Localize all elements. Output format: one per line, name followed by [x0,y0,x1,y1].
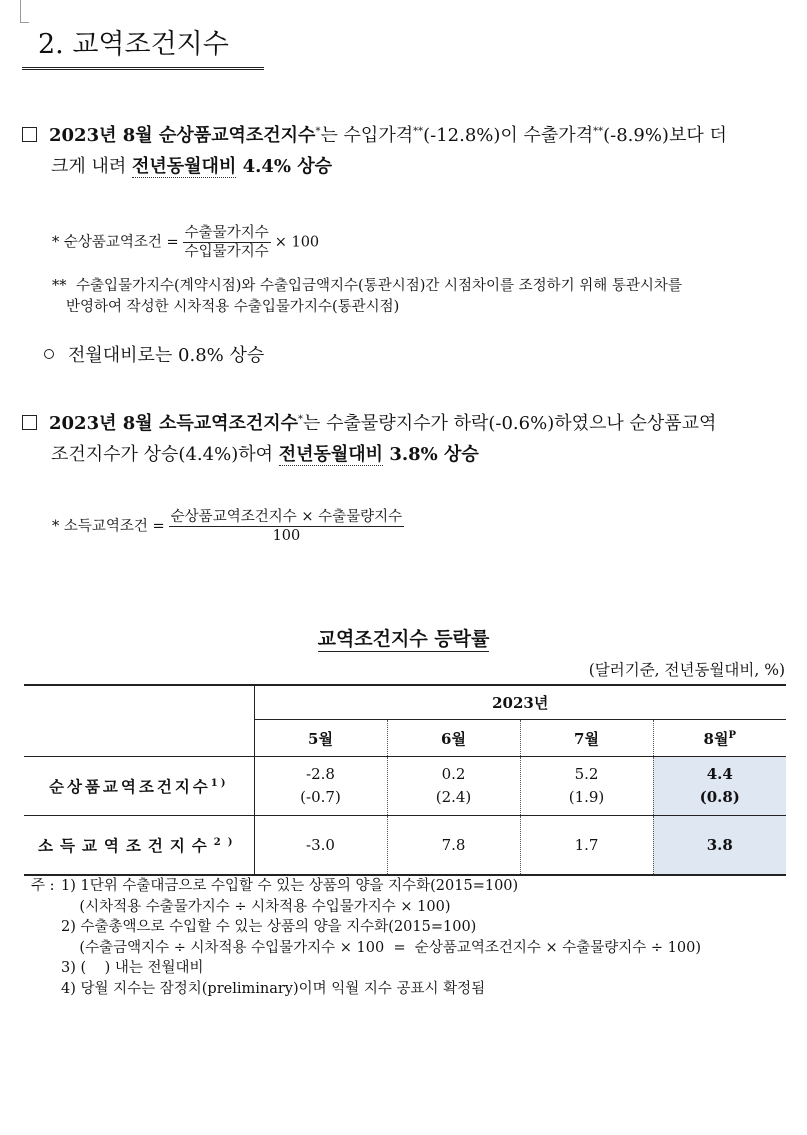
table-corner-cell [24,685,254,757]
circle-bullet-icon [44,349,54,359]
table-cell: -2.8 (-0.7) [254,757,387,816]
formula-fraction: $\frac{\text{순상품교역조건지수 × 수출물량지수}}{100}$ [170,509,403,544]
paragraph-line-1: 2023년 8월 소득교역조건지수*는 수출물량지수가 하락(-0.6%)하였으나 순상품교역 [22,408,788,439]
paragraph-line-2: 조건지수가 상승(4.4%)하여 전년동월대비 3.8% 상승 [51,444,479,465]
footnote-line: 4) 당월 지수는 잠정치(preliminary)이며 익월 지수 공표시 확정됨 [61,980,486,997]
footnote-line: 2) 수출총액으로 수입할 수 있는 상품의 양을 지수화(2015=100) [61,919,477,935]
footnote-line: 3) ( ) 내는 전월대비 [61,960,204,976]
table-cell-highlight: 4.4 (0.8) [653,757,786,816]
sub-item-monthly-change: 전월대비로는 0.8% 상승 [44,342,264,370]
table-cell: 1.7 [520,816,653,876]
table-cell-highlight: 3.8 [653,816,786,876]
table-month-header: 7월 [520,720,653,757]
formula-fraction: $\frac{\text{수출물가지수}}{\text{수입물가지수}}$ [184,225,269,260]
table-month-header: 5월 [254,720,387,757]
table-cell: -3.0 [254,816,387,876]
section-title: 2. 교역조건지수 [22,20,264,70]
table-cell: 7.8 [387,816,520,876]
note-time-lag: ** 수출입물가지수(계약시점)와 수출입금액지수(통관시점)간 시점차이를 조정하기 위해 통관시차를 반영하여 작성한 시차적용 수출입물가지수(통관시점) [52,278,682,315]
paragraph-income-terms [22,408,788,470]
table-unit: (달러기준, 전년동월대비, %) [588,661,785,679]
terms-of-trade-table [24,684,786,876]
table-title: 교역조건지수 등락률 [317,628,490,650]
table-cell: 5.2 (1.9) [520,757,653,816]
paragraph-net-barter-terms [22,120,788,182]
footnote-line: (시차적용 수출물가지수 ÷ 시차적용 수입물가지수 × 100) [61,898,451,915]
table-cell: 0.2 (2.4) [387,757,520,816]
footnote-line: 1) 1단위 수출대금으로 수입할 수 있는 상품의 양을 지수화(2015=100) [61,878,519,894]
paragraph-line-1: 2023년 8월 순상품교역조건지수*는 수입가격**(-12.8%)이 수출가격**(-8.9%)보다 더 [22,120,788,151]
formula-income-terms: * 소득교역조건 = $\frac{\text{순상품교역조건지수 × 수출물량지수}}{100}$ [52,509,403,544]
table-month-header: 6월 [387,720,520,757]
formula-net-barter-terms: * 순상품교역조건 = $\frac{\text{수출물가지수}}{\text{수입물가지수}}$ × 100 [52,225,320,260]
table-year-header: 2023년 [254,685,786,720]
footnote-line: (수출금액지수 ÷ 시차적용 수입물가지수 × 100 = 순상품교역조건지수 × 수출물량지수 ÷ 100) [61,939,701,956]
paragraph-line-2: 크게 내려 전년동월대비 4.4% 상승 [51,156,333,177]
checkbox-bullet-icon [22,127,37,142]
table-row-label: 순상품교역조건지수$^{1)}$ [24,757,254,816]
checkbox-bullet-icon [22,415,37,430]
table-month-header: 8월$^P$ [653,720,786,757]
table-footnotes: 주 : 1) 1단위 수출대금으로 수입할 수 있는 상품의 양을 지수화(2015=100) (시차적용 수출물가지수 ÷ 시차적용 수입물가지수 × 100) 2) 수출총액으로 수입할 수 있는 상품의 양을 지수화(2015=100) (수출금액지수 ÷ 시차적용 수입물가지수 × 100 = 순상품교역조건지수 × 수출물량지수 ÷ 100) 3) ( ) 내는 전월대비 4) 당월 지수는 잠정치(preliminary)이며 익월 지수 공표시 확정됨 [31,876,701,999]
table-row-label: 소득교역조건지수$^{2)}$ [24,816,254,876]
